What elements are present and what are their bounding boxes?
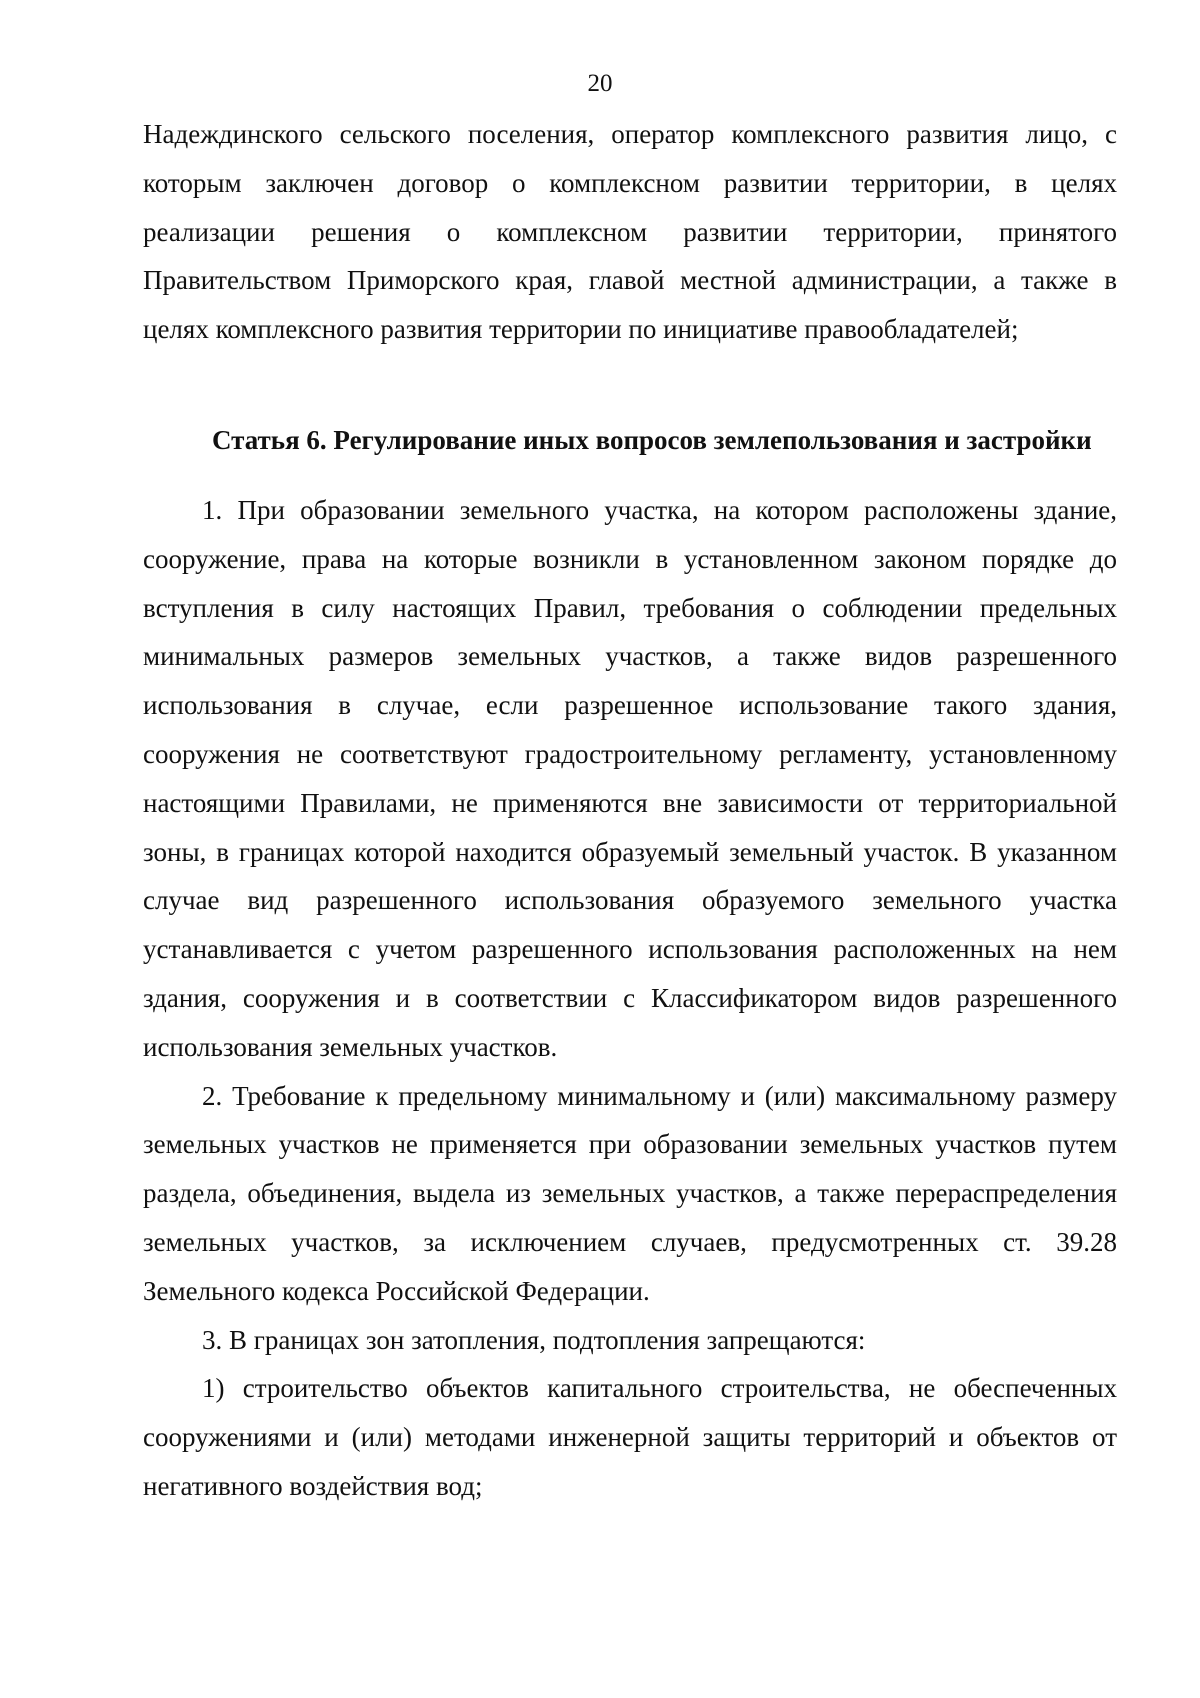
paragraph-3: 3. В границах зон затопления, подтопления запрещаются: <box>202 1324 866 1355</box>
paragraph-2: 2. Требование к предельному минимальному и (или) максимальному размеру земельных участков не применяется при образовании земельных участков путем раздела, объединения, выдела из земельных участков, а также перераспределения земельных участков, за исключением случаев, предусмотренных ст. 39.28 Земельного кодекса Российской Федерации. <box>143 1080 1117 1306</box>
intro-paragraph: Надеждинского сельского поселения, оператор комплексного развития лицо, с которым заключен договор о комплексном развитии территории, в целях реализации решения о комплексном развитии территории, принятого Правительством Приморского края, главой местной администрации, а также в целях комплексного развития территории по инициативе правообладателей; <box>143 119 1117 345</box>
paragraph-3-item-1: 1) строительство объектов капитального строительства, не обеспеченных сооружениями и (или) методами инженерной защиты территорий и объектов от негативного воздействия вод; <box>143 1373 1117 1501</box>
intro-paragraph-block <box>143 110 1117 354</box>
article-body <box>143 486 1117 1511</box>
paragraph-1: 1. При образовании земельного участка, на котором расположены здание, сооружение, права на которые возникли в установленном законом порядке до вступления в силу настоящих Правил, требования о соблюдении предельных минимальных размеров земельных участков, а также видов разрешенного использования в случае, если разрешенное использование такого здания, сооружения не соответствуют градостроительному регламенту, установленному настоящими Правилами, не применяются вне зависимости от территориальной зоны, в границах которой находится образуемый земельный участок. В указанном случае вид разрешенного использования образуемого земельного участка устанавливается с учетом разрешенного использования расположенных на нем здания, сооружения и в соответствии с Классификатором видов разрешенного использования земельных участков. <box>143 495 1117 1062</box>
page-number: 20 <box>587 70 613 97</box>
article-heading: Статья 6. Регулирование иных вопросов землепользования и застройки <box>212 425 1092 455</box>
